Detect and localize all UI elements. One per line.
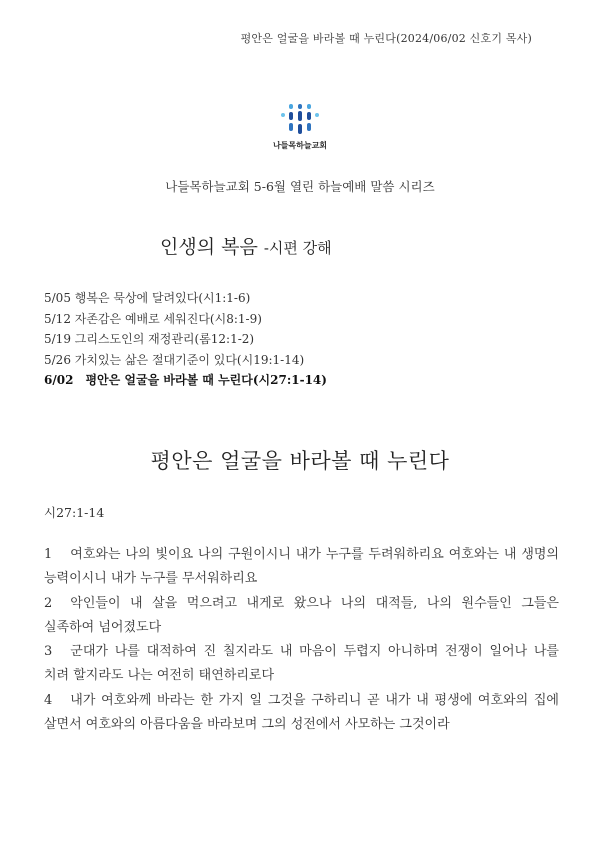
sermon-item xyxy=(44,309,327,330)
sermon-date: 5/19 xyxy=(44,332,71,346)
sermon-item xyxy=(44,329,327,350)
sermon-list xyxy=(44,288,327,391)
sermon-title: 행복은 묵상에 달려있다(시1:1-6) xyxy=(74,291,251,305)
sermon-date: 6/02 xyxy=(44,373,74,387)
sermon-item xyxy=(44,288,327,309)
sermon-item-current xyxy=(44,370,327,391)
church-logo-icon xyxy=(280,103,320,137)
sermon-title: 그리스도인의 재정관리(롬12:1-2) xyxy=(74,332,255,346)
church-logo-text: 나들목하늘교회 xyxy=(272,141,328,150)
series-title-sub: -시편 강해 xyxy=(263,239,332,257)
sermon-date: 5/26 xyxy=(44,352,71,367)
verse-text: 악인들이 내 살을 먹으려고 내게로 왔으나 나의 대적들, 나의 원수들인 그들은 실족하여 넘어졌도다 xyxy=(44,595,559,635)
verse-text: 여호와는 나의 빛이요 나의 구원이시니 내가 누구를 두려워하리요 여호와는 내 생명의 능력이시니 내가 누구를 무서워하리요 xyxy=(44,547,559,587)
verse xyxy=(44,543,559,592)
verse-number: 2 xyxy=(44,595,53,611)
scripture-verses xyxy=(44,543,559,737)
sermon-date: 5/05 xyxy=(44,291,71,305)
verse-text: 군대가 나를 대적하여 진 칠지라도 내 마음이 두렵지 아니하며 전쟁이 일어나 나를 치려 할지라도 나는 여전히 태연하리로다 xyxy=(44,644,559,684)
series-title xyxy=(160,232,332,259)
page-header: 평안은 얼굴을 바라볼 때 누린다(2024/06/02 신호기 목사) xyxy=(240,32,532,45)
church-logo xyxy=(265,103,335,163)
sermon-title: 가치있는 삶은 절대기준이 있다(시19:1-14) xyxy=(74,352,305,367)
sermon-item xyxy=(44,350,327,371)
verse xyxy=(44,592,559,641)
sermon-main-title: 평안은 얼굴을 바라볼 때 누린다 xyxy=(150,449,450,473)
verse-number: 4 xyxy=(44,692,53,708)
sermon-title: 평안은 얼굴을 바라볼 때 누린다(시27:1-14) xyxy=(85,373,327,387)
verse xyxy=(44,640,559,689)
scripture-reference: 시27:1-14 xyxy=(44,505,105,520)
series-subtitle: 나들목하늘교회 5-6월 열린 하늘예배 말씀 시리즈 xyxy=(165,179,435,194)
verse xyxy=(44,689,559,738)
sermon-title: 자존감은 예배로 세워진다(시8:1-9) xyxy=(74,311,262,326)
series-title-main: 인생의 복음 xyxy=(160,236,258,258)
verse-text: 내가 여호와께 바라는 한 가지 일 그것을 구하리니 곧 내가 내 평생에 여호와의 집에 살면서 여호와의 아름다움을 바라보며 그의 성전에서 사모하는 그것이라 xyxy=(44,692,559,733)
verse-number: 3 xyxy=(44,644,53,660)
verse-number: 1 xyxy=(44,547,53,562)
sermon-date: 5/12 xyxy=(44,311,71,326)
